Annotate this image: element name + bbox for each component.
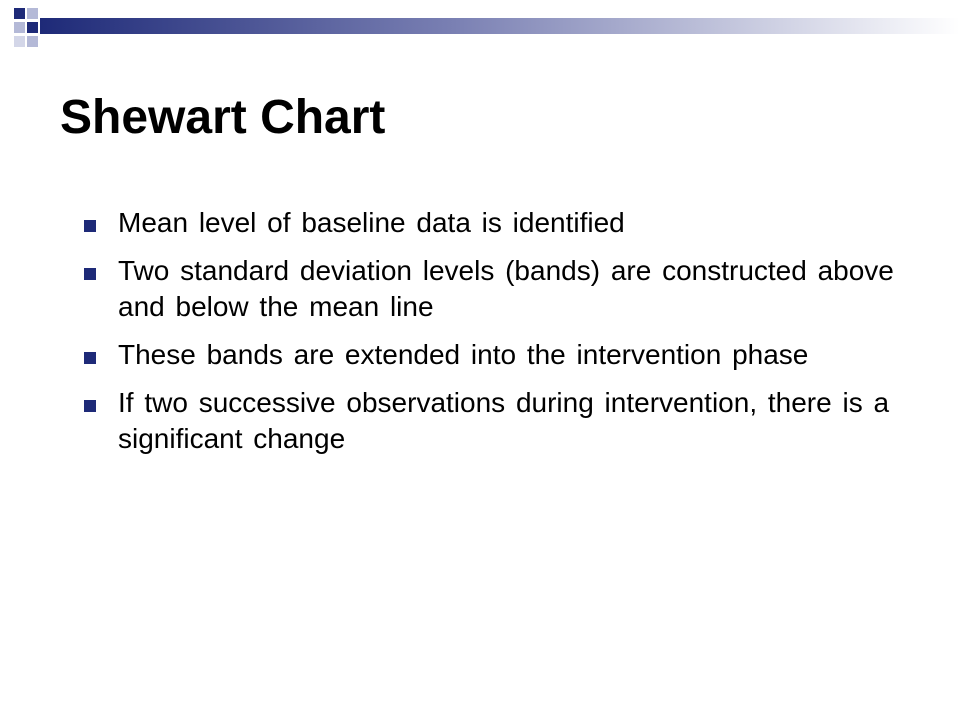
deco-square-light-3 [27, 36, 38, 47]
deco-square-light-1 [27, 8, 38, 19]
square-bullet-icon [84, 400, 96, 412]
bullet-text: Mean level of baseline data is identified [118, 207, 625, 238]
square-bullet-icon [84, 220, 96, 232]
square-bullet-icon [84, 352, 96, 364]
header-gradient-band [40, 18, 960, 34]
deco-square-dark-2 [27, 22, 38, 33]
header-decoration [0, 0, 960, 60]
bullet-text: If two successive observations during intervention, there is a significant change [118, 387, 890, 454]
bullet-item [0, 253, 960, 325]
deco-square-light-4 [14, 36, 25, 47]
deco-square-light-2 [14, 22, 25, 33]
slide-title: Shewart Chart [60, 91, 386, 144]
bullet-text: These bands are extended into the intervention phase [118, 339, 809, 370]
bullet-text: Two standard deviation levels (bands) are constructed above and below the mean line [118, 255, 894, 322]
bullet-list [0, 205, 960, 469]
bullet-item [0, 385, 960, 457]
bullet-item [0, 337, 960, 373]
square-bullet-icon [84, 268, 96, 280]
deco-square-dark-1 [14, 8, 25, 19]
bullet-item [0, 205, 960, 241]
